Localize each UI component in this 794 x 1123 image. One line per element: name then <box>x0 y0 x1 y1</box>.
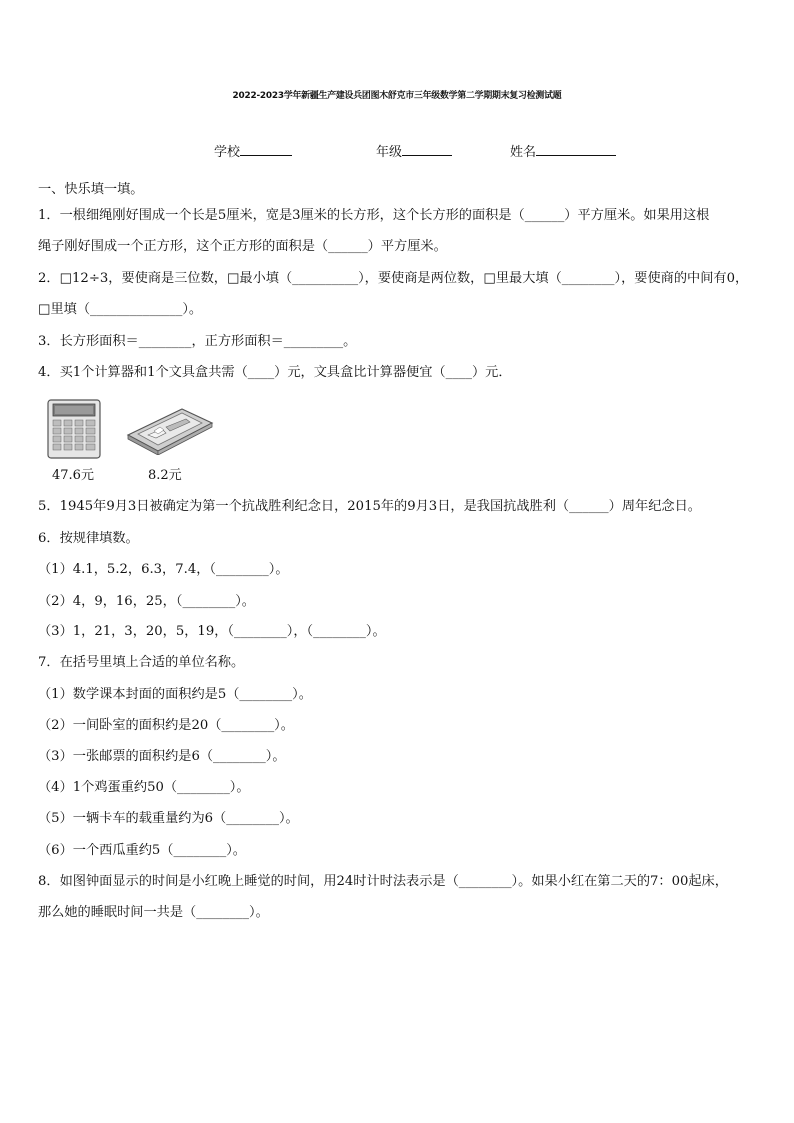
calculator-figure <box>46 398 102 460</box>
page-title: 2022-2023学年新疆生产建设兵团图木舒克市三年级数学第二学期期末复习检测试题 <box>232 91 562 101</box>
name-label: 姓名 <box>510 145 537 160</box>
question-7-part-4: （4）1个鸡蛋重约50（________）。 <box>38 780 250 795</box>
school-field <box>214 141 292 160</box>
section-heading: 一、快乐填一填。 <box>38 182 144 197</box>
question-6-part-1: （1）4.1，5.2，6.3，7.4，（________）。 <box>38 562 289 577</box>
grade-blank[interactable] <box>402 143 452 156</box>
name-field <box>510 141 616 160</box>
calculator-price: 47.6元 <box>52 468 94 483</box>
question-6: 6．按规律填数。 <box>38 531 139 546</box>
school-blank[interactable] <box>240 143 292 156</box>
question-1-line-2: 绳子刚好围成一个正方形，这个正方形的面积是（______）平方厘米。 <box>38 239 447 254</box>
question-2-line-2: □里填（______________）。 <box>38 302 203 317</box>
grade-field <box>376 141 452 160</box>
question-4: 4．买1个计算器和1个文具盒共需（____）元，文具盒比计算器便宜（____）元． <box>38 365 512 380</box>
school-label: 学校 <box>214 145 241 160</box>
question-5: 5．1945年9月3日被确定为第一个抗战胜利纪念日，2015年的9月3日，是我国抗战胜利（______）周年纪念日。 <box>38 499 701 514</box>
question-7: 7．在括号里填上合适的单位名称。 <box>38 655 245 670</box>
question-7-part-3: （3）一张邮票的面积约是6（________）。 <box>38 749 286 764</box>
question-3: 3．长方形面积＝________，正方形面积＝_________。 <box>38 334 357 349</box>
pencil-case-price: 8.2元 <box>148 468 182 483</box>
question-8-line-2: 那么她的睡眠时间一共是（________）。 <box>38 905 269 920</box>
pencil-case-figure <box>126 405 214 455</box>
question-7-part-1: （1）数学课本封面的面积约是5（________）。 <box>38 687 312 702</box>
question-1-line-1: 1．一根细绳刚好围成一个长是5厘米，宽是3厘米的长方形，这个长方形的面积是（______）平方厘米。如果用这根 <box>38 208 710 223</box>
question-7-part-6: （6）一个西瓜重约5（________）。 <box>38 843 246 858</box>
question-7-part-5: （5）一辆卡车的载重量约为6（________）。 <box>38 811 299 826</box>
question-6-part-2: （2）4，9，16，25，（________）。 <box>38 594 255 609</box>
question-6-part-3: （3）1，21，3，20，5，19，（________），（________）。 <box>38 624 386 639</box>
question-8-line-1: 8．如图钟面显示的时间是小红晚上睡觉的时间，用24时计时法表示是（________）。如果小红在第二天的7：00起床， <box>38 874 728 889</box>
name-blank[interactable] <box>536 143 616 156</box>
question-7-part-2: （2）一间卧室的面积约是20（________）。 <box>38 718 294 733</box>
question-2-line-1: 2．□12÷3，要使商是三位数，□最小填（__________），要使商是两位数，□里最大填（________），要使商的中间有0， <box>38 271 749 286</box>
grade-label: 年级 <box>376 145 403 160</box>
